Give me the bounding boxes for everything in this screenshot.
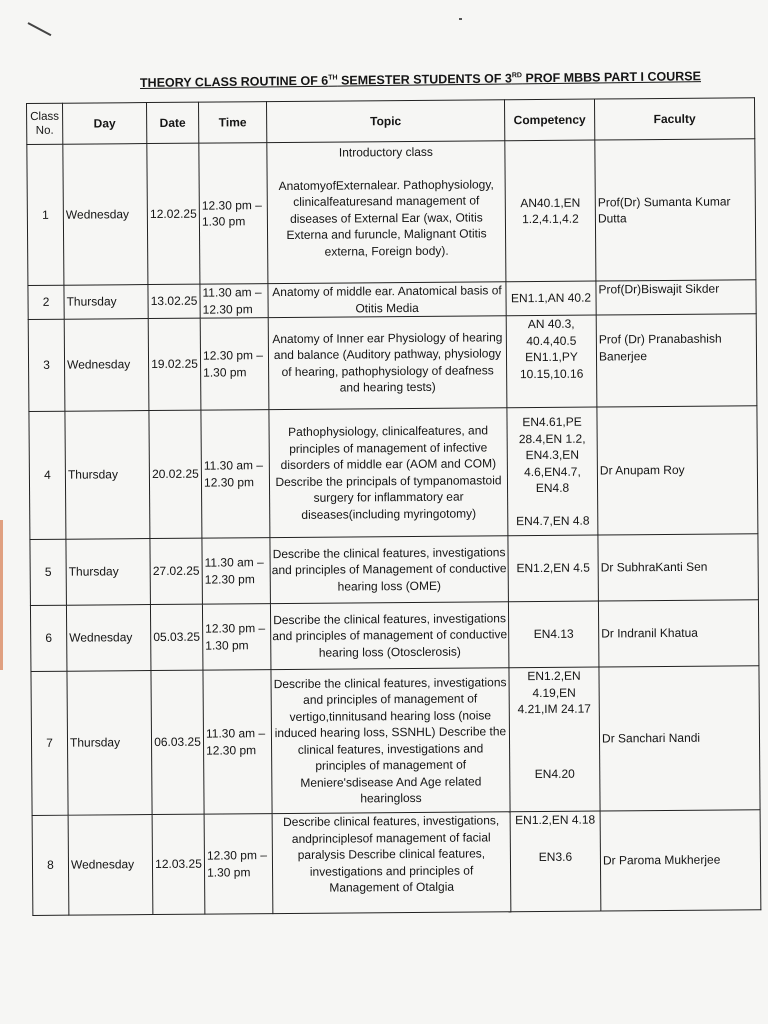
cell-time: 12.30 pm – 1.30 pm xyxy=(200,318,269,411)
cell-class-no: 1 xyxy=(27,144,64,285)
cell-topic: Pathophysiology, clinicalfeatures, and principles of management of infective disorders of middle ear (AOM and COM) Describe the principals of tympanomastoid surgery for inflammatory ear diseases(including myringotomy) xyxy=(269,408,508,538)
cell-time: 11.30 am – 12.30 pm xyxy=(201,410,270,539)
cell-faculty: Dr Indranil Khatua xyxy=(598,600,759,667)
cell-class-no: 5 xyxy=(30,539,67,605)
cell-date: 19.02.25 xyxy=(148,318,201,410)
cell-topic: Anatomy of middle ear. Anatomical basis of Otitis Media xyxy=(268,282,506,318)
cell-day: Wednesday xyxy=(66,605,151,672)
cell-class-no: 7 xyxy=(31,671,68,815)
table-row xyxy=(30,534,758,606)
cell-faculty: Prof(Dr) Sumanta Kumar Dutta xyxy=(595,139,756,281)
cell-class-no: 2 xyxy=(28,285,64,319)
table-row xyxy=(28,314,757,412)
cell-date: 06.03.25 xyxy=(151,670,204,814)
cell-day: Thursday xyxy=(67,671,152,816)
cell-faculty: Prof (Dr) Pranabashish Banerjee xyxy=(596,314,757,407)
cell-topic: Describe the clinical features, investigations and principles of management of vertigo,tinnitusand hearing loss (noise induced hearing loss, SSNHL) Describe the clinical features, investigations and principles of management of Meniere'sdisease And Age related hearingloss xyxy=(271,668,510,814)
cell-day: Wednesday xyxy=(64,319,149,412)
cell-day: Wednesday xyxy=(68,815,153,916)
cell-date: 05.03.25 xyxy=(150,604,203,670)
cell-day: Wednesday xyxy=(63,144,148,286)
cell-competency: EN1.2,EN 4.18 EN3.6 xyxy=(510,811,601,912)
cell-topic: Describe clinical features, investigations, andprinciplesof management of facial paralysis Describe clinical features, investigations and principles of Management of Otalgia xyxy=(272,812,511,914)
table-row xyxy=(29,406,758,540)
cell-day: Thursday xyxy=(65,411,150,540)
cell-time: 11.30 am – 12.30 pm xyxy=(200,284,268,319)
cell-class-no: 8 xyxy=(32,815,69,915)
table-row xyxy=(32,810,761,916)
cell-competency: AN 40.3, 40.4,40.5 EN1.1,PY 10.15,10.16 xyxy=(506,315,597,408)
paper-edge-strip xyxy=(0,520,3,670)
cell-topic: Introductory class AnatomyofExternalear. Pathophysiology, clinicalfeaturesand management of diseases of External Ear (wax, Otitis Externa and furuncle, Malignant Otitis externa, Foreign body). xyxy=(267,141,506,284)
cell-class-no: 3 xyxy=(28,319,65,411)
cell-day: Thursday xyxy=(64,285,148,320)
cell-time: 11.30 am – 12.30 pm xyxy=(203,670,272,815)
table-row xyxy=(31,666,760,816)
cell-time: 12.30 pm – 1.30 pm xyxy=(199,143,268,285)
header-topic: Topic xyxy=(266,100,504,143)
cell-competency: EN1.2,EN 4.19,EN 4.21,IM 24.17 EN4.20 xyxy=(509,667,600,812)
cell-faculty: Dr Anupam Roy xyxy=(597,406,758,535)
table-row xyxy=(30,600,758,672)
cell-date: 12.02.25 xyxy=(147,143,200,284)
cell-class-no: 4 xyxy=(29,411,66,539)
header-day: Day xyxy=(63,103,147,145)
cell-class-no: 6 xyxy=(30,605,67,671)
cell-day: Thursday xyxy=(66,539,151,606)
table-row xyxy=(27,139,756,286)
ink-dot xyxy=(459,18,462,20)
cell-time: 12.30 pm – 1.30 pm xyxy=(202,604,271,671)
cell-topic: Describe the clinical features, investigations and principles of Management of conductive hearing loss (OME) xyxy=(270,536,509,604)
cell-faculty: Dr SubhraKanti Sen xyxy=(598,534,759,601)
cell-faculty: Prof(Dr)Biswajit Sikder xyxy=(596,280,756,315)
cell-faculty: Dr Paroma Mukherjee xyxy=(600,810,761,911)
cell-date: 27.02.25 xyxy=(150,538,203,604)
cell-time: 11.30 am – 12.30 pm xyxy=(202,538,271,605)
header-time: Time xyxy=(198,102,266,144)
cell-date: 20.02.25 xyxy=(149,410,202,538)
cell-topic: Anatomy of Inner ear Physiology of hearing and balance (Auditory pathway, physiology of hearing, pathophysiology of deafness and hearing tests) xyxy=(268,316,507,410)
cell-competency: AN40.1,EN 1.2,4.1,4.2 xyxy=(505,140,596,282)
cell-faculty: Dr Sanchari Nandi xyxy=(599,666,760,811)
pencil-mark xyxy=(28,22,52,36)
table-header-row xyxy=(27,98,755,145)
table-row xyxy=(28,280,756,320)
header-date: Date xyxy=(147,102,199,143)
header-competency: Competency xyxy=(504,99,594,141)
cell-competency: EN4.13 xyxy=(508,601,599,668)
cell-competency: EN1.2,EN 4.5 xyxy=(508,535,599,602)
cell-time: 12.30 pm – 1.30 pm xyxy=(204,814,273,915)
routine-table-wrapper xyxy=(26,97,761,916)
cell-date: 12.03.25 xyxy=(152,814,205,914)
header-class-no: Class No. xyxy=(27,103,63,144)
cell-topic: Describe the clinical features, investigations and principles of management of conductive hearing loss (Otosclerosis) xyxy=(270,602,509,670)
cell-date: 13.02.25 xyxy=(148,284,200,318)
routine-table xyxy=(26,97,761,916)
cell-competency: EN1.1,AN 40.2 xyxy=(506,281,596,316)
header-faculty: Faculty xyxy=(594,98,754,140)
cell-competency: EN4.61,PE 28.4,EN 1.2, EN4.3,EN 4.6,EN4.7, EN4.8 EN4.7,EN 4.8 xyxy=(507,407,598,536)
document-title: THEORY CLASS ROUTINE OF 6TH SEMESTER STUDENTS OF 3RD PROF MBBS PART I COURSE xyxy=(139,69,702,90)
